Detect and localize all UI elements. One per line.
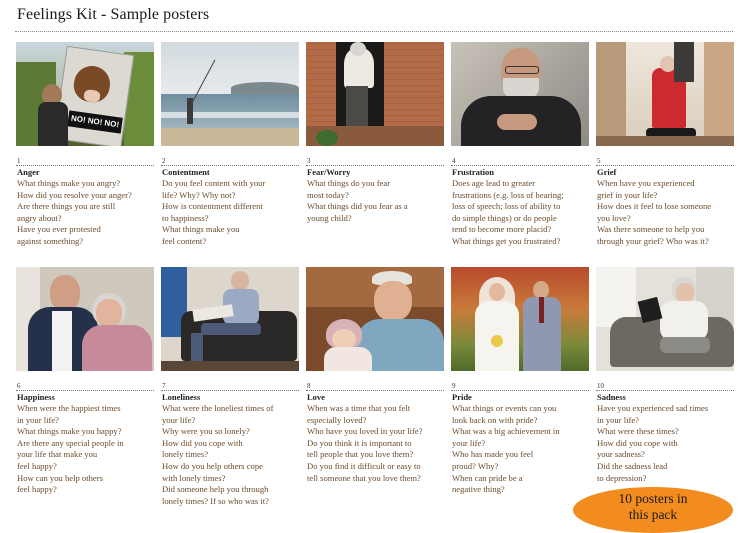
poster-frustration	[451, 42, 589, 248]
poster-number: 1	[17, 157, 21, 165]
poster-divider	[16, 165, 154, 166]
poster-divider	[16, 390, 154, 391]
poster-love	[306, 267, 444, 484]
sadness-photo	[596, 267, 734, 371]
poster-heading: Sadness	[597, 392, 626, 402]
fear-worry-photo	[306, 42, 444, 146]
poster-contentment	[161, 42, 299, 248]
loneliness-photo	[161, 267, 299, 371]
anger-sign-text: NO! NO! NO!	[67, 110, 123, 133]
pack-count-badge	[573, 487, 733, 533]
page-title: Feelings Kit - Sample posters	[17, 6, 210, 23]
poster-questions: When have you experienced grief in your life? How does it feel to lose someone you love? Was there someone to help you through your grief? Who was it?	[597, 178, 712, 246]
poster-heading: Anger	[17, 167, 40, 177]
poster-questions: Do you feel content with your life? Why? Why not? How is contentment different to happiness? What things make you feel content?	[162, 178, 266, 246]
poster-number: 9	[452, 382, 456, 390]
poster-divider	[596, 390, 734, 391]
poster-divider	[306, 165, 444, 166]
poster-divider	[451, 165, 589, 166]
poster-divider	[451, 390, 589, 391]
poster-number: 8	[307, 382, 311, 390]
poster-questions: What things do you fear most today? What things did you fear as a young child?	[307, 178, 408, 223]
poster-heading: Love	[307, 392, 325, 402]
poster-divider	[306, 390, 444, 391]
grief-photo	[596, 42, 734, 146]
poster-number: 5	[597, 157, 601, 165]
badge-line-1: 10 posters in	[618, 491, 688, 506]
poster-questions: Does age lead to greater frustrations (e.g. loss of hearing; loss of speech; loss of ability to do simple things) or do people tend to become more placid? What things get you frustrated?	[452, 178, 564, 246]
anger-photo	[16, 42, 154, 146]
poster-number: 10	[597, 382, 604, 390]
poster-number: 7	[162, 382, 166, 390]
poster-number: 4	[452, 157, 456, 165]
poster-fear-worry	[306, 42, 444, 224]
poster-happiness	[16, 267, 154, 496]
poster-heading: Grief	[597, 167, 617, 177]
poster-heading: Loneliness	[162, 392, 201, 402]
poster-questions: Have you experienced sad times in your life? What were these times? How did you cope with your sadness? Did the sadness lead to depression?	[597, 403, 709, 483]
poster-number: 3	[307, 157, 311, 165]
poster-heading: Contentment	[162, 167, 210, 177]
title-divider	[15, 31, 733, 32]
poster-grief	[596, 42, 734, 248]
poster-divider	[161, 390, 299, 391]
poster-sadness	[596, 267, 734, 484]
poster-loneliness	[161, 267, 299, 507]
poster-heading: Fear/Worry	[307, 167, 351, 177]
frustration-photo	[451, 42, 589, 146]
poster-heading: Happiness	[17, 392, 55, 402]
poster-questions: What things make you angry? How did you resolve your anger? Are there things you are still angry about? Have you ever protested against something?	[17, 178, 132, 246]
poster-heading: Frustration	[452, 167, 495, 177]
love-photo	[306, 267, 444, 371]
poster-divider	[161, 165, 299, 166]
poster-divider	[596, 165, 734, 166]
poster-number: 6	[17, 382, 21, 390]
poster-questions: What things or events can you look back on with pride? What was a big achievement in your life? Who has made you feel proud? Why? When can pride be a negative thing?	[452, 403, 560, 495]
poster-number: 2	[162, 157, 166, 165]
pride-photo	[451, 267, 589, 371]
poster-heading: Pride	[452, 392, 472, 402]
happiness-photo	[16, 267, 154, 371]
badge-line-2: this pack	[628, 507, 678, 522]
poster-anger	[16, 42, 154, 248]
poster-questions: When was a time that you felt especially loved? Who have you loved in your life? Do you think it is important to tell people that you love them? Do you find it difficult or easy to tell someone that you love them?	[307, 403, 423, 483]
poster-questions: What were the loneliest times of your life? Why were you so lonely? How did you cope with lonely times? How do you help others cope with lonely times? Did someone help you through lonely times? If so who was it?	[162, 403, 274, 506]
poster-pride	[451, 267, 589, 496]
contentment-photo	[161, 42, 299, 146]
poster-questions: When were the happiest times in your life? What things make you happy? Are there any special people in your life that make you feel happy? How can you help others feel happy?	[17, 403, 124, 495]
